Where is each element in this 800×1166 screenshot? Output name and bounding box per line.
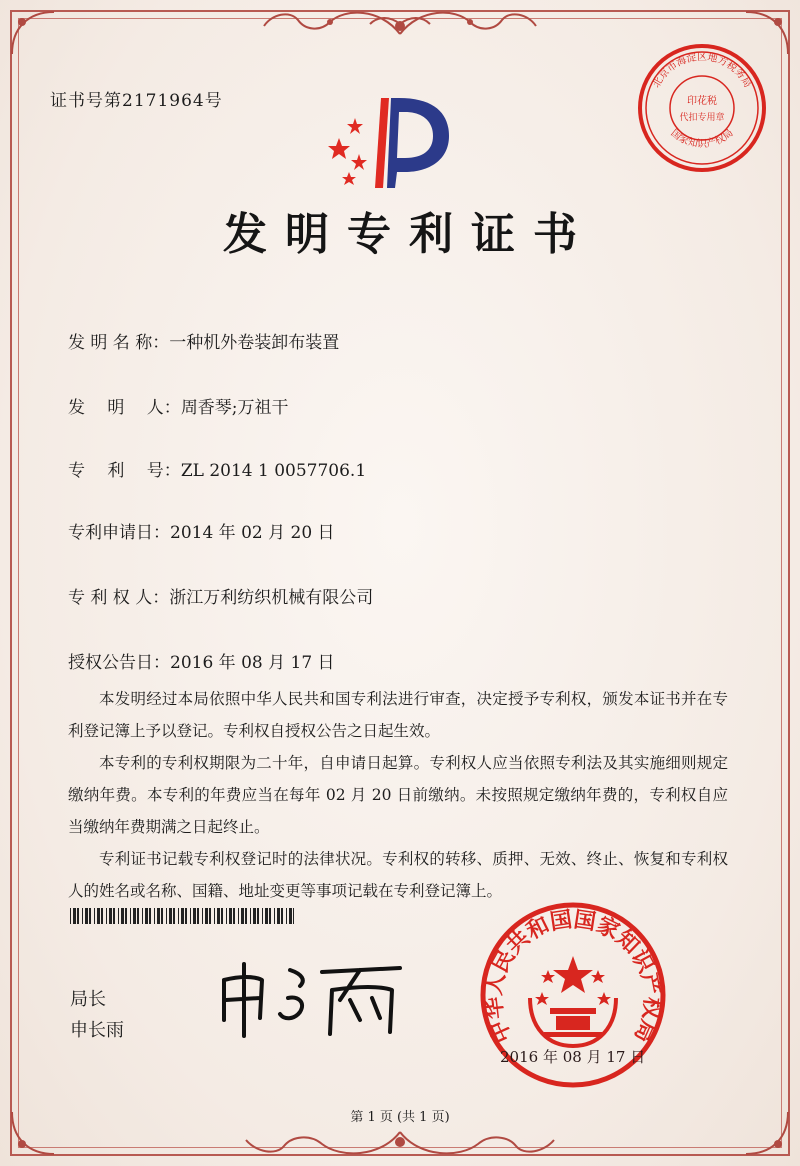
field-label: 授权公告日：: [68, 653, 170, 673]
director-signature-icon: [210, 950, 410, 1040]
field-label: 发 明 名 称：: [68, 333, 170, 353]
director-name: 申长雨: [70, 1020, 124, 1041]
stamp-duty-seal-outer-text: 北京市海淀区地方税务局: [651, 52, 753, 90]
field-patentee: [68, 583, 373, 608]
seal-date: 2016 年 08 月 17 日: [500, 1048, 646, 1066]
stamp-duty-seal-inner-text-2: 代扣专用章: [679, 113, 725, 123]
field-label: 专 利 号：: [68, 461, 181, 481]
barcode-icon: [70, 908, 294, 924]
field-invention-name: [68, 328, 339, 353]
body-paragraph: 本发明经过本局依照中华人民共和国专利法进行审查，决定授予专利权，颁发本证书并在专利登记簿上予以登记。专利权自授权公告之日起生效。: [68, 690, 728, 740]
svg-text:国家知识产权局: [668, 127, 735, 150]
field-value: 周香琴;万祖干: [180, 398, 289, 418]
body-paragraph: 专利证书记载专利权登记时的法律状况。专利权的转移、质押、无效、终止、恢复和专利权人的姓名或名称、国籍、地址变更等事项记载在专利登记簿上。: [68, 850, 728, 900]
field-inventor: [68, 393, 289, 418]
field-value: 一种机外卷装卸布装置: [169, 333, 340, 353]
field-value: 浙江万利纺织机械有限公司: [169, 588, 374, 608]
certificate-body: [68, 683, 728, 907]
stamp-duty-seal-inner-text-1: 印花税: [687, 96, 717, 107]
field-value: 2016 年 08 月 17 日: [170, 653, 335, 673]
field-label: 发 明 人：: [68, 398, 181, 418]
top-ornament: [250, 4, 550, 42]
certificate-title: 发明专利证书: [223, 209, 595, 260]
seal-main-text: 中华人民共和国国家知识产权局: [481, 907, 665, 1047]
field-application-date: [68, 518, 335, 543]
stamp-duty-seal-bottom-text: 国家知识产权局: [668, 127, 736, 150]
bottom-ornament: [230, 1124, 570, 1162]
patent-office-logo-icon: [325, 88, 465, 198]
page-number: 第 1 页 (共 1 页): [350, 1110, 450, 1125]
field-grant-date: [68, 648, 335, 673]
certificate-number: 证书号第2171964号: [50, 91, 223, 111]
field-label: 专利申请日：: [68, 523, 170, 543]
body-paragraph: 本专利的专利权期限为二十年，自申请日起算。专利权人应当依照专利法及其实施细则规定缴纳年费。本专利的年费应当在每年 02 月 20 日前缴纳。未按照规定缴纳年费的，专利权自应当缴纳年费期满之日起终止。: [68, 754, 728, 836]
field-patent-number: [68, 456, 366, 481]
director-title: 局长: [70, 989, 106, 1010]
stamp-duty-seal-icon: [632, 38, 772, 178]
field-label: 专 利 权 人：: [68, 588, 170, 608]
field-value: ZL 2014 1 0057706.1: [180, 461, 367, 481]
corner-ornament-top-left: [8, 8, 58, 58]
field-value: 2014 年 02 月 20 日: [170, 523, 335, 543]
